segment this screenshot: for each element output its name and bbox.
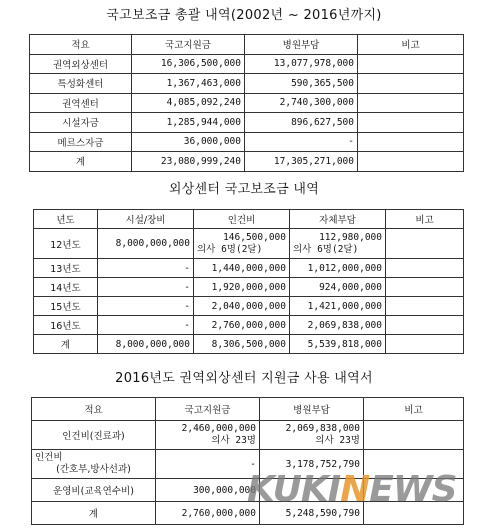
table-total-row bbox=[34, 335, 464, 354]
header-cell: 비고 bbox=[386, 210, 464, 229]
trauma-subsidy-table bbox=[33, 209, 464, 354]
gov-amount: 2,460,000,000 bbox=[181, 423, 256, 434]
header-cell: 국고지원금 bbox=[156, 398, 260, 421]
facility-amount: - bbox=[98, 316, 194, 335]
year-cell: 계 bbox=[34, 335, 98, 354]
hospital-amount: 590,365,500 bbox=[245, 74, 358, 94]
table-row bbox=[34, 229, 464, 259]
labor-amount: 8,306,500,000 bbox=[194, 335, 290, 354]
hospital-amount: 17,305,271,000 bbox=[245, 152, 358, 172]
header-cell: 시설/장비 bbox=[98, 210, 194, 229]
title-trauma-subsidy: 외상센터 국고보조금 내역 bbox=[168, 182, 320, 197]
header-cell: 자체부담 bbox=[290, 210, 386, 229]
labor-note: 의사 6명(2달) bbox=[197, 243, 263, 255]
facility-amount: - bbox=[98, 259, 194, 278]
gov-amount: - bbox=[156, 450, 260, 479]
gov-amount: 36,000,000 bbox=[132, 132, 245, 152]
labor-amount: 2,040,000,000 bbox=[194, 297, 290, 316]
year-cell: 12년도 bbox=[34, 229, 98, 259]
note-cell bbox=[358, 152, 464, 172]
hospital-amount: 13,077,978,000 bbox=[245, 54, 358, 74]
labor-amount: 1,920,000,000 bbox=[194, 278, 290, 297]
row-label: 계 bbox=[30, 152, 132, 172]
kukinews-watermark-logo: KUKINEWS bbox=[247, 469, 457, 510]
note-cell bbox=[386, 297, 464, 316]
table-row bbox=[34, 297, 464, 316]
facility-amount: - bbox=[98, 278, 194, 297]
table-total-row bbox=[30, 152, 464, 172]
year-cell: 13년도 bbox=[34, 259, 98, 278]
note-cell bbox=[358, 113, 464, 133]
self-cell bbox=[290, 229, 386, 259]
table-row bbox=[30, 93, 464, 113]
header-cell: 국고지원금 bbox=[132, 35, 245, 55]
self-amount: 1,421,000,000 bbox=[290, 297, 386, 316]
gov-amount: 2,760,000,000 bbox=[156, 502, 260, 525]
row-label: 권역외상센터 bbox=[30, 54, 132, 74]
table-row bbox=[32, 421, 464, 450]
note-cell bbox=[386, 278, 464, 297]
note-cell bbox=[386, 229, 464, 259]
note-cell bbox=[358, 74, 464, 94]
table-header-row bbox=[34, 210, 464, 229]
self-amount: 924,000,000 bbox=[290, 278, 386, 297]
labor-amount: 146,500,000 bbox=[223, 231, 286, 243]
note-cell bbox=[386, 316, 464, 335]
row-label bbox=[32, 450, 156, 479]
facility-amount: 8,000,000,000 bbox=[98, 335, 194, 354]
table-row bbox=[30, 74, 464, 94]
header-cell: 년도 bbox=[34, 210, 98, 229]
hospital-amount: 2,740,300,000 bbox=[245, 93, 358, 113]
hospital-cell bbox=[260, 421, 364, 450]
hospital-amount: - bbox=[245, 132, 358, 152]
hospital-amount: 896,627,500 bbox=[245, 113, 358, 133]
header-cell: 적요 bbox=[32, 398, 156, 421]
self-amount: 2,069,838,000 bbox=[290, 316, 386, 335]
gov-amount: 1,367,463,000 bbox=[132, 74, 245, 94]
hospital-amount: 5,248,590,790 bbox=[260, 502, 364, 525]
header-cell: 인건비 bbox=[194, 210, 290, 229]
year-cell: 14년도 bbox=[34, 278, 98, 297]
table-header-row bbox=[32, 398, 464, 421]
table-row bbox=[34, 259, 464, 278]
labor-amount: 2,760,000,000 bbox=[194, 316, 290, 335]
row-label: 운영비(교육연수비) bbox=[32, 479, 156, 502]
gov-amount: 1,285,944,000 bbox=[132, 113, 245, 133]
table-row bbox=[30, 54, 464, 74]
table-header-row bbox=[30, 35, 464, 55]
note-cell bbox=[358, 132, 464, 152]
header-cell: 비고 bbox=[358, 35, 464, 55]
table-row bbox=[30, 132, 464, 152]
row-label: 시설자금 bbox=[30, 113, 132, 133]
gov-amount: 23,080,999,240 bbox=[132, 152, 245, 172]
self-amount: 5,539,818,000 bbox=[290, 335, 386, 354]
gov-cell bbox=[156, 421, 260, 450]
header-cell: 병원부담 bbox=[245, 35, 358, 55]
facility-amount: 8,000,000,000 bbox=[98, 229, 194, 259]
labor-cell bbox=[194, 229, 290, 259]
gov-note: 의사 23명 bbox=[211, 435, 256, 446]
row-label: 메르스자금 bbox=[30, 132, 132, 152]
table-row bbox=[34, 278, 464, 297]
hospital-amount: 3,178,752,790 bbox=[260, 450, 364, 479]
row-label: 계 bbox=[32, 502, 156, 525]
row-label: 권역센터 bbox=[30, 93, 132, 113]
header-cell: 적요 bbox=[30, 35, 132, 55]
note-cell bbox=[364, 421, 464, 450]
gov-amount: 300,000,000 bbox=[156, 479, 260, 502]
note-cell bbox=[358, 93, 464, 113]
labor-amount: 1,440,000,000 bbox=[194, 259, 290, 278]
table-row bbox=[34, 316, 464, 335]
hospital-amount: 2,069,838,000 bbox=[285, 423, 360, 434]
gov-amount: 4,085,092,240 bbox=[132, 93, 245, 113]
subsidy-summary-table bbox=[29, 34, 464, 172]
title-subsidy-summary: 국고보조금 총괄 내역(2002년 ~ 2016년까지) bbox=[106, 8, 382, 23]
self-amount: 112,980,000 bbox=[319, 231, 382, 243]
facility-amount: - bbox=[98, 297, 194, 316]
note-cell bbox=[386, 335, 464, 354]
table-row bbox=[30, 113, 464, 133]
row-label-line2: (간호부,방사선과) bbox=[56, 464, 131, 475]
note-cell bbox=[358, 54, 464, 74]
hospital-note: 의사 23명 bbox=[315, 435, 360, 446]
title-2016-usage: 2016년도 권역외상센터 지원금 사용 내역서 bbox=[115, 371, 373, 386]
row-label-line1: 인건비 bbox=[35, 452, 63, 463]
row-label: 특성화센터 bbox=[30, 74, 132, 94]
self-amount: 1,012,000,000 bbox=[290, 259, 386, 278]
row-label: 인건비(진료과) bbox=[32, 421, 156, 450]
gov-amount: 16,306,500,000 bbox=[132, 54, 245, 74]
year-cell: 15년도 bbox=[34, 297, 98, 316]
header-cell: 병원부담 bbox=[260, 398, 364, 421]
self-note: 의사 6명(2달) bbox=[293, 243, 359, 255]
year-cell: 16년도 bbox=[34, 316, 98, 335]
note-cell bbox=[386, 259, 464, 278]
header-cell: 비고 bbox=[364, 398, 464, 421]
